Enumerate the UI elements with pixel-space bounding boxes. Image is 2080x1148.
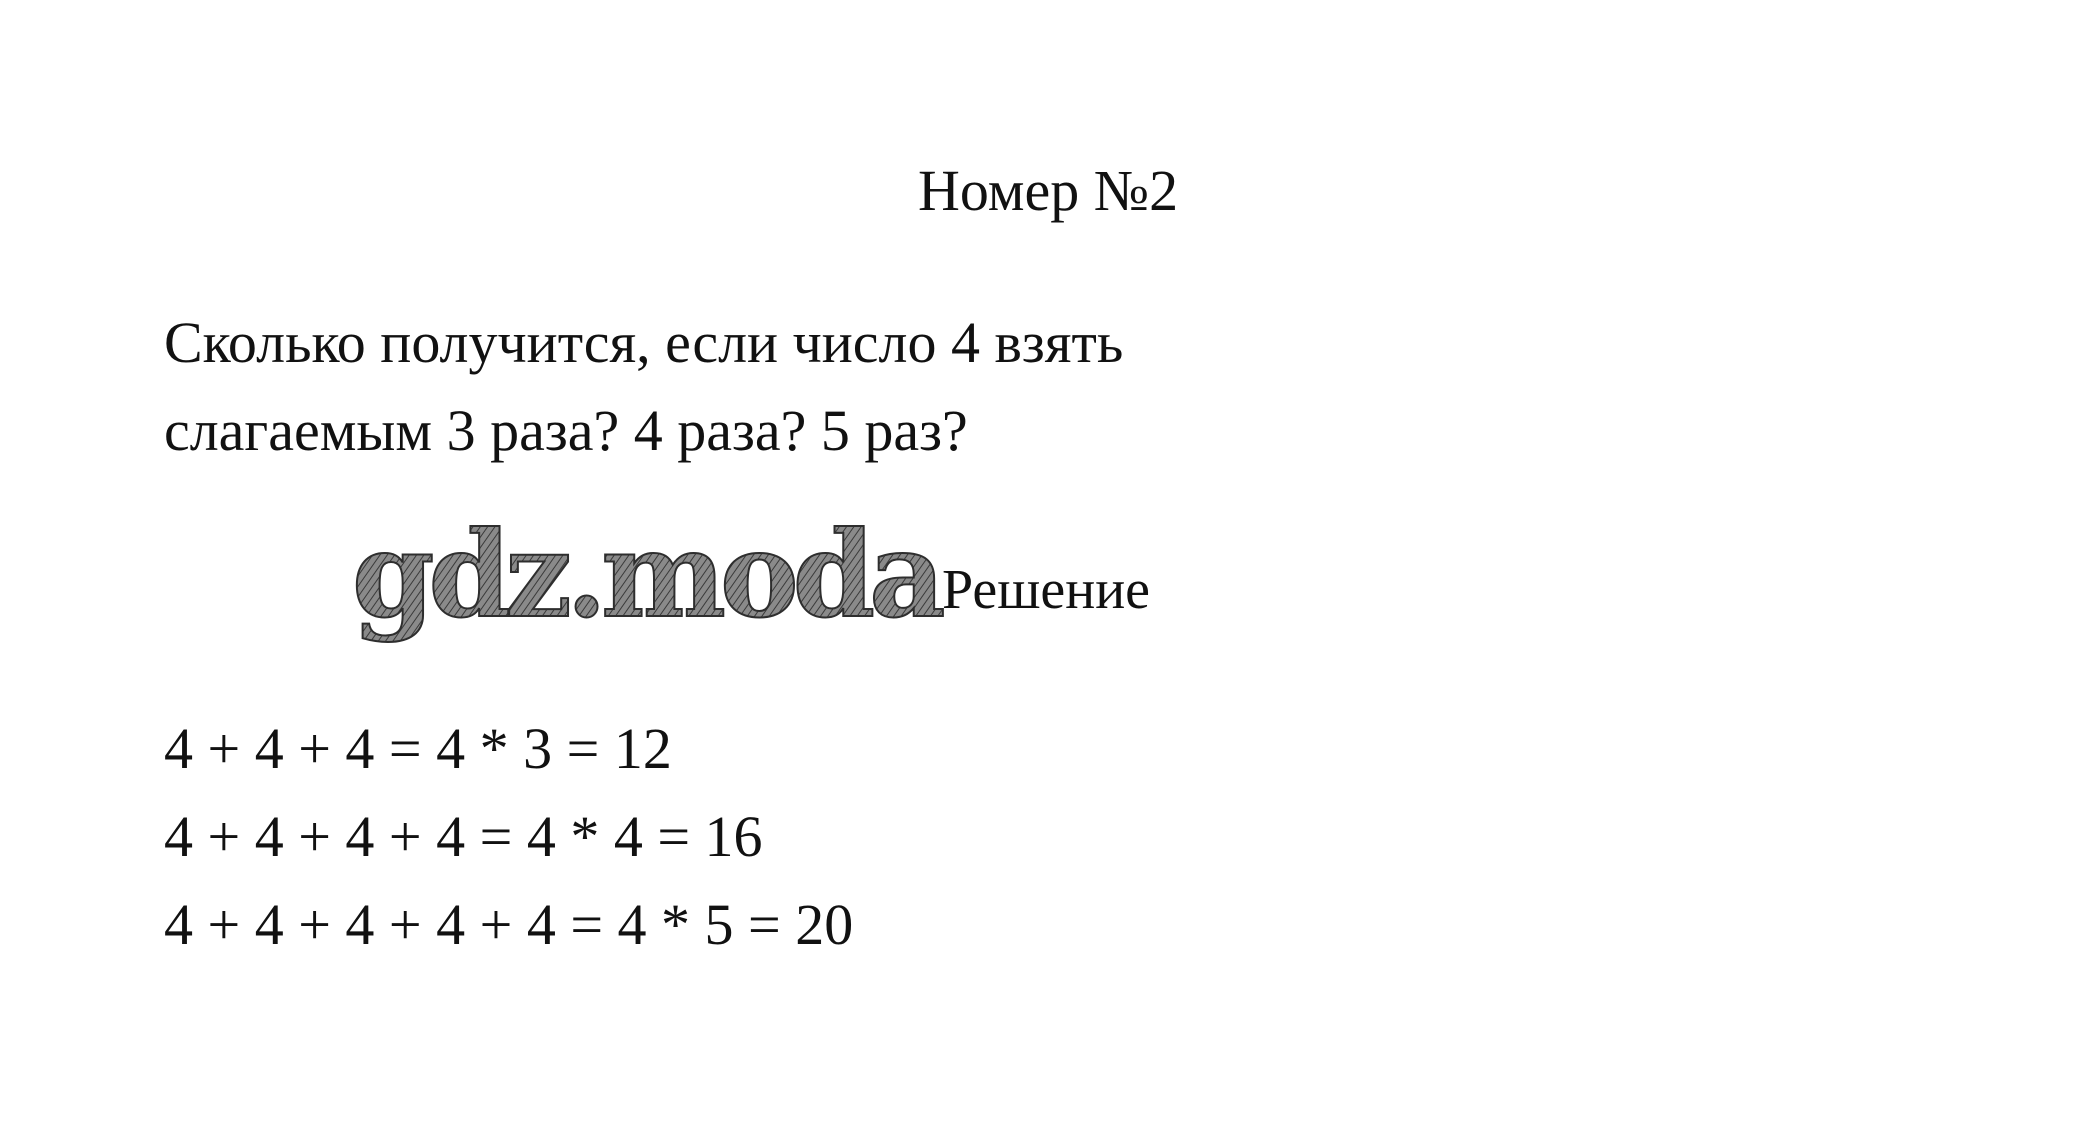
equation-line: 4 + 4 + 4 + 4 + 4 = 4 * 5 = 20 xyxy=(164,892,854,957)
watermark-text: gdz.moda xyxy=(352,505,940,644)
equation-line: 4 + 4 + 4 = 4 * 3 = 12 xyxy=(164,716,672,781)
watermark-logo xyxy=(346,498,946,658)
equation-line: 4 + 4 + 4 + 4 = 4 * 4 = 16 xyxy=(164,804,763,869)
question-line-1: Сколько получится, если число 4 взять xyxy=(164,310,1124,375)
page-title: Номер №2 xyxy=(918,158,1179,223)
solution-label: Решение xyxy=(942,559,1151,621)
question-line-2: слагаемым 3 раза? 4 раза? 5 раз? xyxy=(164,398,968,463)
